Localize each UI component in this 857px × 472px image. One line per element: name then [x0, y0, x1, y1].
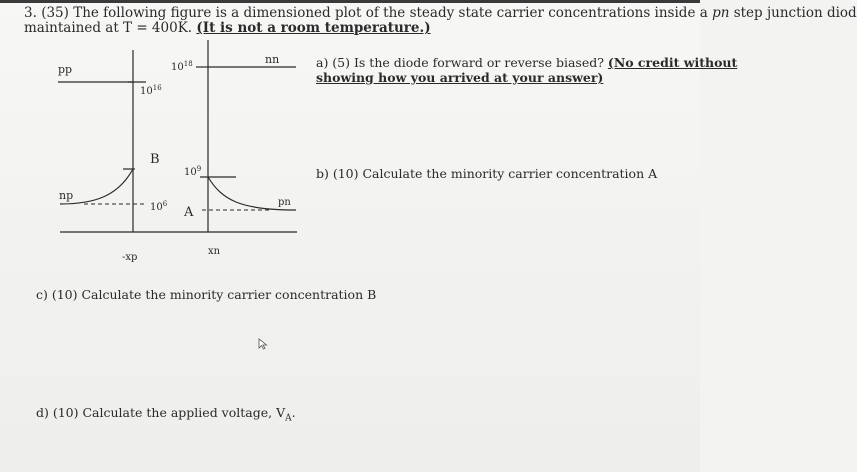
- question-c: c) (10) Calculate the minority carrier concentration B: [36, 287, 377, 302]
- question-a-note-1: (No credit without: [607, 55, 738, 70]
- problem-text-2: step junction diod: [729, 5, 857, 21]
- low-level-base: 10: [150, 202, 163, 213]
- low-level-exp: 6: [162, 200, 168, 208]
- pn-italic: pn: [712, 5, 730, 21]
- mouse-cursor-icon: [258, 338, 268, 350]
- mid-level-value: [184, 165, 201, 178]
- n-level-value: [171, 60, 193, 73]
- question-d-end: .: [291, 405, 296, 420]
- nn-label: nn: [265, 53, 280, 66]
- question-a-note-2: showing how you arrived at your answer): [316, 70, 604, 85]
- n-level-exp: 18: [183, 60, 193, 68]
- p-level-base: 10: [140, 86, 153, 97]
- mid-level-exp: 9: [196, 165, 202, 173]
- p-level-exp: 16: [152, 84, 162, 92]
- question-d-sub: A: [285, 413, 292, 424]
- problem-text-1: The following figure is a dimensioned plot of the steady state carrier concentrations inside a: [73, 5, 713, 21]
- pp-label: pp: [58, 63, 73, 76]
- point-b-label: B: [150, 152, 160, 167]
- xn-label: xn: [208, 246, 221, 257]
- question-a-label: a) (5) Is the diode forward or reverse biased?: [316, 55, 604, 70]
- p-level-value: [140, 84, 162, 97]
- problem-number: 3.: [24, 5, 37, 21]
- question-d-label: d) (10) Calculate the applied voltage, V: [36, 405, 286, 420]
- question-b: b) (10) Calculate the minority carrier concentration A: [316, 166, 658, 181]
- xp-label: -xp: [122, 252, 138, 263]
- mid-level-base: 10: [184, 167, 197, 178]
- point-a-label: A: [184, 205, 194, 220]
- n-level-base: 10: [171, 62, 184, 73]
- np-label: np: [59, 189, 74, 202]
- problem-points: (35): [41, 5, 69, 21]
- room-temp-note: (It is not a room temperature.): [196, 20, 431, 36]
- pn-label: pn: [278, 197, 291, 208]
- low-level-value: [150, 200, 168, 213]
- problem-line2: maintained at T = 400K.: [24, 20, 193, 36]
